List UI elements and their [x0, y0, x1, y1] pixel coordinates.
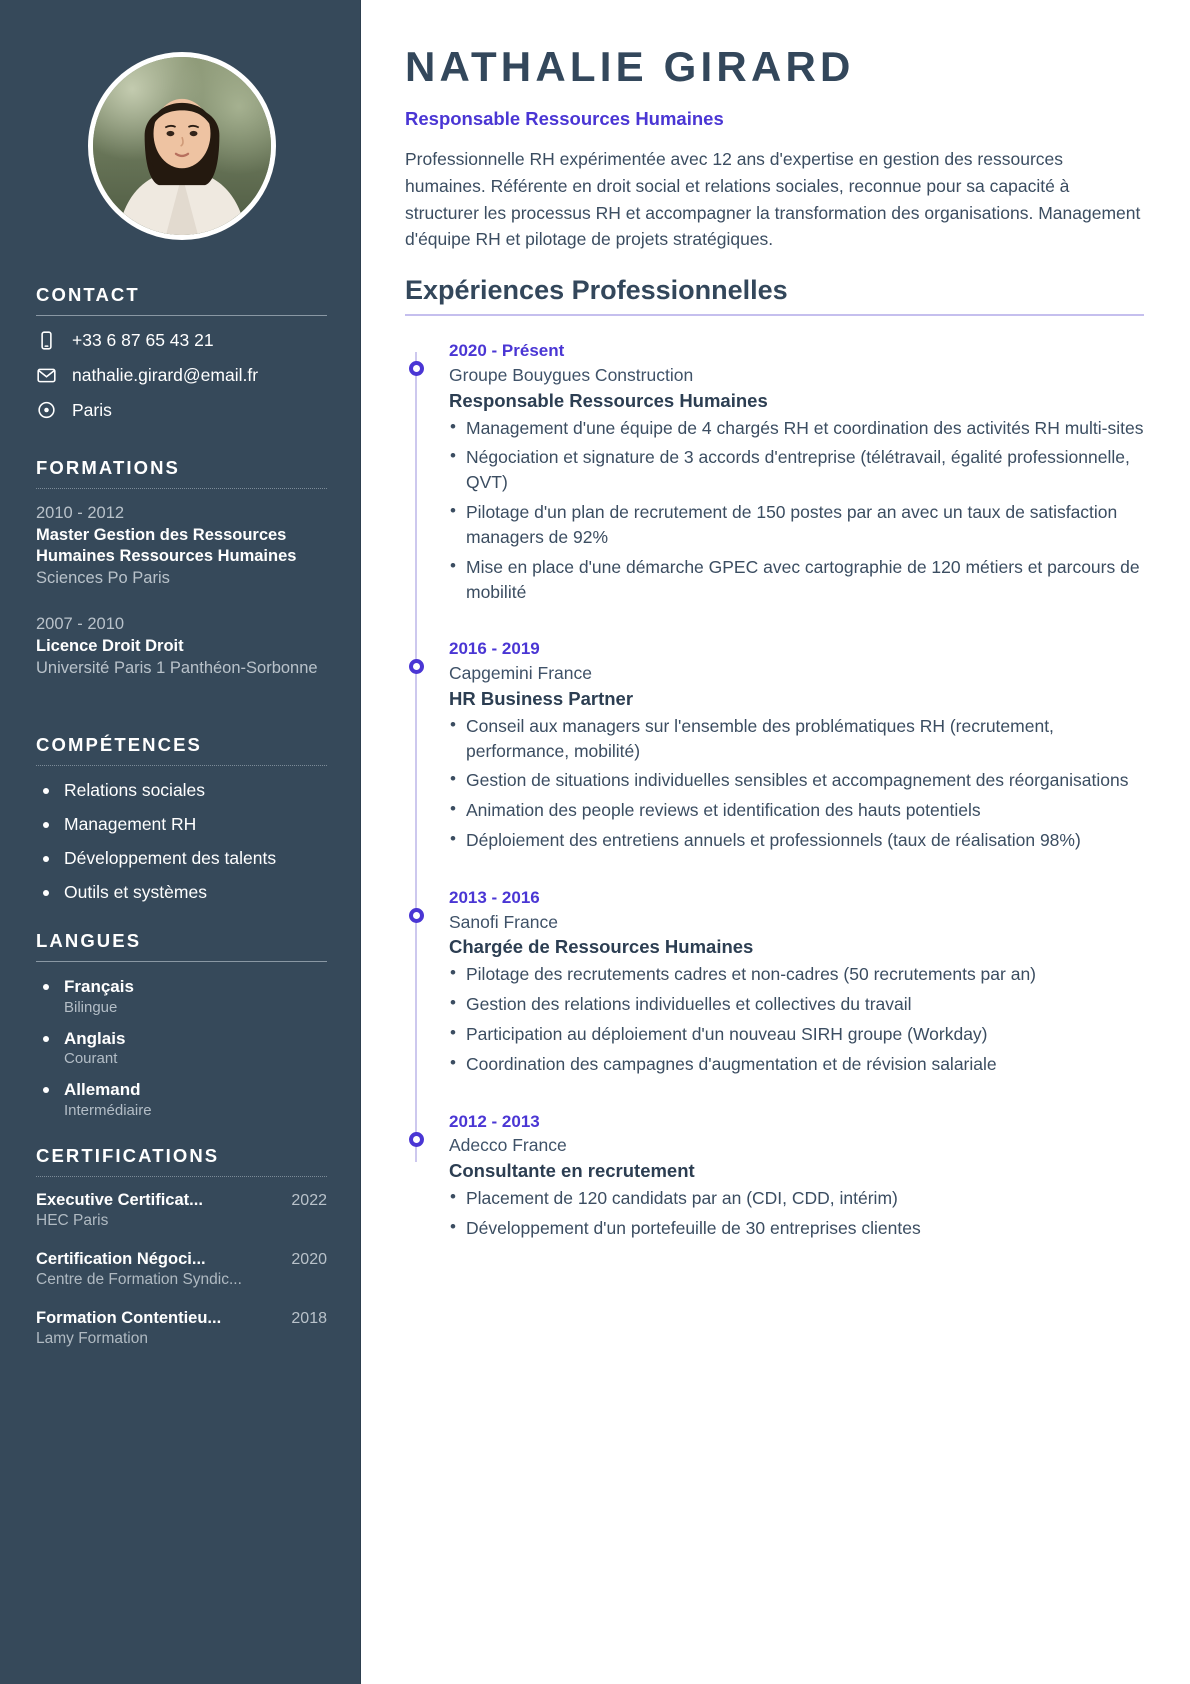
experience-date: 2012 - 2013	[449, 1111, 540, 1131]
experience-item	[449, 340, 1144, 604]
contact-divider	[36, 315, 327, 316]
list-item: • Pilotage d'un plan de recrutement de 150 postes par an avec un taux de satisfaction managers de 92%	[449, 500, 1144, 550]
headline-job-title: Responsable Ressources Humaines	[405, 108, 724, 130]
experience-section-divider	[405, 314, 1144, 316]
certification-item	[36, 1250, 327, 1289]
certifications-divider	[36, 1176, 327, 1177]
certification-year: 2022	[291, 1191, 327, 1209]
sidebar-section-certifications	[36, 1145, 327, 1348]
contact-phone-value: +33 6 87 65 43 21	[72, 330, 214, 350]
list-item: • Animation des people reviews et identification des hauts potentiels	[449, 798, 1144, 823]
formations-divider	[36, 488, 327, 489]
formation-item	[36, 614, 327, 679]
language-name: Allemand	[64, 1080, 141, 1100]
certification-org: HEC Paris	[36, 1211, 109, 1229]
experience-bullets	[449, 1186, 1144, 1241]
list-item: • Négociation et signature de 3 accords d'entreprise (télétravail, égalité professionnelle, QVT)	[449, 445, 1144, 495]
contact-phone[interactable]	[36, 330, 327, 351]
experience-timeline	[405, 340, 1144, 1240]
formation-date: 2010 - 2012	[36, 504, 125, 522]
timeline-dot-icon	[409, 1132, 424, 1147]
sidebar-section-competences	[36, 734, 327, 903]
list-item: • Pilotage des recrutements cadres et non-cadres (50 recrutements par an)	[449, 962, 1144, 987]
certification-org: Centre de Formation Syndic...	[36, 1270, 242, 1288]
certification-name: Executive Certificat...	[36, 1190, 203, 1209]
experience-item	[449, 1111, 1144, 1241]
experience-role: Chargée de Ressources Humaines	[449, 936, 754, 958]
list-item: Relations sociales	[36, 780, 327, 801]
experience-date: 2013 - 2016	[449, 887, 540, 907]
formation-school: Université Paris 1 Panthéon-Sorbonne	[36, 658, 318, 677]
list-item: • Déploiement des entretiens annuels et professionnels (taux de réalisation 98%)	[449, 828, 1144, 853]
experience-company: Adecco France	[449, 1135, 567, 1156]
formations-heading: FORMATIONS	[36, 457, 180, 478]
certifications-heading: CERTIFICATIONS	[36, 1144, 220, 1166]
list-item: • Management d'une équipe de 4 chargés RH et coordination des activités RH multi-sites	[449, 416, 1144, 441]
list-item: • Placement de 120 candidats par an (CDI, CDD, intérim)	[449, 1186, 1144, 1211]
experience-role: Responsable Ressources Humaines	[449, 389, 768, 411]
formation-date: 2007 - 2010	[36, 615, 125, 634]
list-item: • Développement d'un portefeuille de 30 entreprises clientes	[449, 1216, 1144, 1241]
experience-company: Capgemini France	[449, 663, 592, 684]
page-title: NATHALIE GIRARD	[405, 43, 855, 90]
language-level: Intermédiaire	[64, 1101, 152, 1119]
certification-item	[36, 1191, 327, 1230]
timeline-dot-icon	[409, 361, 424, 376]
certification-year: 2020	[291, 1250, 327, 1268]
list-item: • Coordination des campagnes d'augmentation et de révision salariale	[449, 1052, 1144, 1077]
contact-email[interactable]	[36, 365, 327, 386]
experience-date: 2020 - Présent	[449, 341, 565, 361]
certification-org: Lamy Formation	[36, 1329, 148, 1347]
list-item	[36, 1028, 327, 1070]
experience-company: Groupe Bouygues Construction	[449, 365, 694, 386]
experience-date: 2016 - 2019	[449, 639, 540, 659]
experience-item	[449, 638, 1144, 852]
profile-photo	[88, 52, 276, 240]
formation-degree: Master Gestion des Ressources Humaines Ressources Humaines	[36, 525, 297, 566]
experience-role: Consultante en recrutement	[449, 1159, 695, 1181]
timeline-dot-icon	[409, 908, 424, 923]
list-item: Développement des talents	[36, 848, 327, 869]
list-item: • Gestion des relations individuelles et collectives du travail	[449, 992, 1144, 1017]
list-item: Management RH	[36, 814, 327, 835]
certification-item	[36, 1309, 327, 1348]
formation-school: Sciences Po Paris	[36, 568, 170, 587]
competences-list	[36, 780, 327, 903]
sidebar-section-contact	[36, 284, 327, 421]
competences-divider	[36, 765, 327, 766]
avatar	[36, 52, 327, 240]
list-item: • Participation au déploiement d'un nouveau SIRH groupe (Workday)	[449, 1022, 1144, 1047]
list-item: Outils et systèmes	[36, 882, 327, 903]
language-name: Anglais	[64, 1028, 126, 1048]
timeline-dot-icon	[409, 659, 424, 674]
experience-company: Sanofi France	[449, 911, 558, 932]
main-content	[361, 0, 1190, 1684]
envelope-icon	[36, 365, 57, 386]
sidebar	[0, 0, 361, 1684]
language-name: Français	[64, 977, 134, 997]
language-level: Bilingue	[64, 998, 118, 1016]
certification-name: Certification Négoci...	[36, 1249, 206, 1268]
profile-photo-graphic	[93, 57, 271, 235]
list-item: • Conseil aux managers sur l'ensemble des problématiques RH (recrutement, performance, mobilité)	[449, 714, 1144, 764]
formation-degree: Licence Droit Droit	[36, 637, 184, 656]
list-item: • Gestion de situations individuelles sensibles et accompagnement des réorganisations	[449, 768, 1144, 793]
contact-heading: CONTACT	[36, 284, 140, 305]
phone-icon	[36, 330, 57, 351]
competences-heading: COMPÉTENCES	[36, 734, 202, 756]
contact-list	[36, 330, 327, 421]
formation-item	[36, 503, 327, 589]
language-level: Courant	[64, 1050, 118, 1068]
langues-divider	[36, 961, 327, 962]
contact-email-value: nathalie.girard@email.fr	[72, 365, 259, 385]
experience-bullets	[449, 416, 1144, 605]
sidebar-section-langues	[36, 930, 327, 1121]
certification-name: Formation Contentieu...	[36, 1308, 222, 1327]
experience-bullets	[449, 962, 1144, 1076]
location-pin-icon	[36, 400, 57, 421]
certification-year: 2018	[291, 1309, 327, 1327]
sidebar-section-formations	[36, 457, 327, 679]
experience-section-title: Expériences Professionnelles	[405, 275, 788, 306]
experience-bullets	[449, 714, 1144, 853]
experience-item	[449, 887, 1144, 1077]
langues-list	[36, 976, 327, 1121]
list-item: • Mise en place d'une démarche GPEC avec cartographie de 120 métiers et parcours de mobilité	[449, 555, 1144, 605]
contact-location[interactable]	[36, 400, 327, 421]
langues-heading: LANGUES	[36, 930, 142, 952]
list-item	[36, 1079, 327, 1121]
contact-location-value: Paris	[72, 400, 112, 420]
list-item	[36, 976, 327, 1018]
experience-role: HR Business Partner	[449, 687, 634, 709]
professional-summary: Professionnelle RH expérimentée avec 12 ans d'expertise en gestion des ressources humaines. Référente en droit social et relations sociales, reconnue pour sa capacité à structurer les processus RH et accompagner la transformation des organisations. Management d'équipe RH et pilotage de projets stratégiques.	[405, 149, 1141, 250]
